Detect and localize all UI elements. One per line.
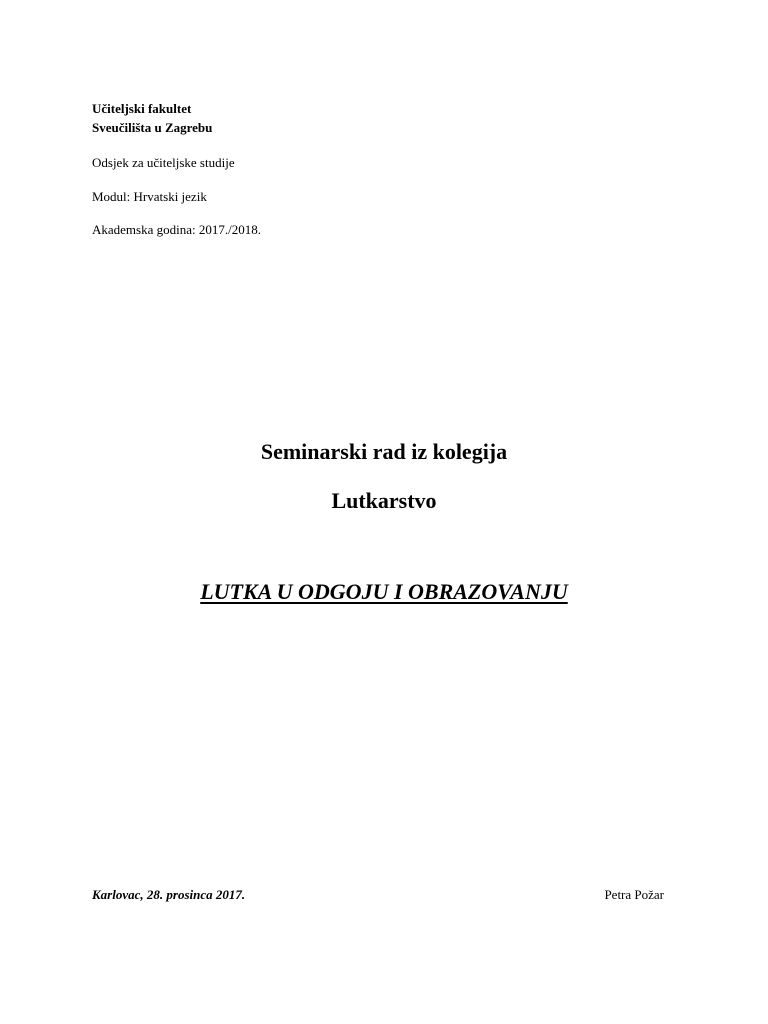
- seminar-title: Seminarski rad iz kolegija: [260, 439, 508, 464]
- paper-title: LUTKA U ODGOJU I OBRAZOVANJU: [200, 579, 568, 604]
- module-line: Modul: Hrvatski jezik: [92, 189, 207, 204]
- department-line: Odsjek za učiteljske studije: [92, 155, 235, 170]
- author-name: Petra Požar: [604, 887, 664, 902]
- academic-year-line: Akademska godina: 2017./2018.: [92, 222, 261, 237]
- course-title: Lutkarstvo: [331, 488, 437, 513]
- institution-name: Učiteljski fakultet: [92, 101, 192, 116]
- university-name: Sveučilišta u Zagrebu: [92, 120, 213, 135]
- place-date: Karlovac, 28. prosinca 2017.: [92, 887, 246, 902]
